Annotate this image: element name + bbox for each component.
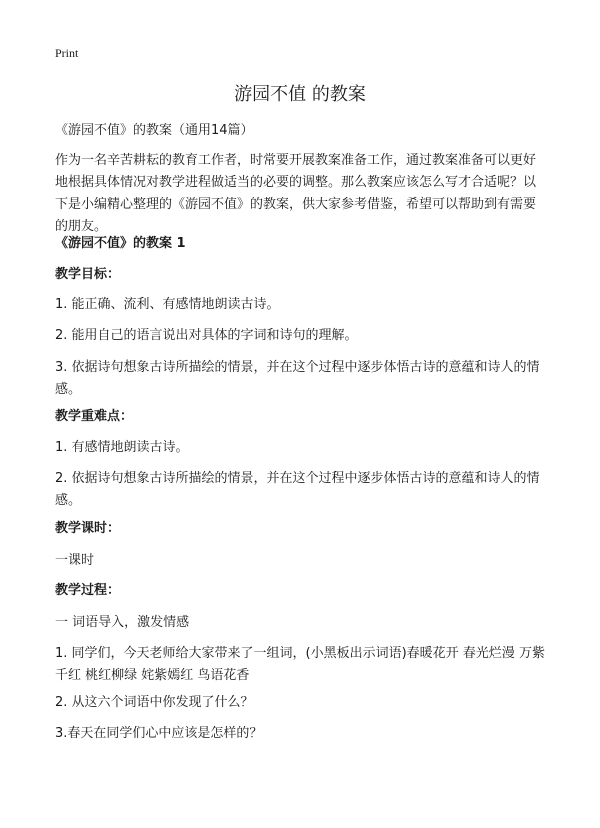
intro-paragraph: 作为一名辛苦耕耘的教育工作者，时常要开展教案准备工作，通过教案准备可以更好地根据具体情况对教学进程做适当的必要的调整。那么教案应该怎么写才合适呢？以下是小编精心整理的《游园不值》的教案，供大家参考借鉴，希望可以帮助到有需要的朋友。 [55,153,537,234]
section-heading: 《游园不值》的教案 1 [55,236,186,251]
process-heading: 教学过程： [55,583,121,598]
print-label[interactable]: Print [55,46,79,60]
process-step-intro: 一 词语导入，激发情感 [55,615,190,630]
goals-heading: 教学目标： [55,267,121,282]
period-heading: 教学课时： [55,521,121,536]
subtitle: 《游园不值》的教案（通用14篇） [55,123,254,138]
process-step-2: 2. 从这六个词语中你发现了什么？ [55,695,254,710]
goal-item-2: 2. 能用自己的语言说出对具体的字词和诗句的理解。 [55,328,358,343]
period-value: 一课时 [55,553,95,568]
process-step-1: 1. 同学们，今天老师给大家带来了一组词，(小黑板出示词语)春暖花开 春光烂漫 万紫千红 桃红柳绿 姹紫嫣红 鸟语花香 [55,646,545,683]
goal-item-3: 3. 依据诗句想象古诗所描绘的情景，并在这个过程中逐步体悟古诗的意蕴和诗人的情感。 [55,360,540,397]
process-step-3: 3.春天在同学们心中应该是怎样的？ [55,726,263,741]
page-title: 游园不值 的教案 [234,84,366,105]
goal-item-1: 1. 能正确、流利、有感情地朗读古诗。 [55,297,280,312]
keypoint-item-1: 1. 有感情地朗读古诗。 [55,440,189,455]
keypoints-heading: 教学重难点： [55,409,134,424]
keypoint-item-2: 2. 依据诗句想象古诗所描绘的情景，并在这个过程中逐步体悟古诗的意蕴和诗人的情感。 [55,471,540,508]
